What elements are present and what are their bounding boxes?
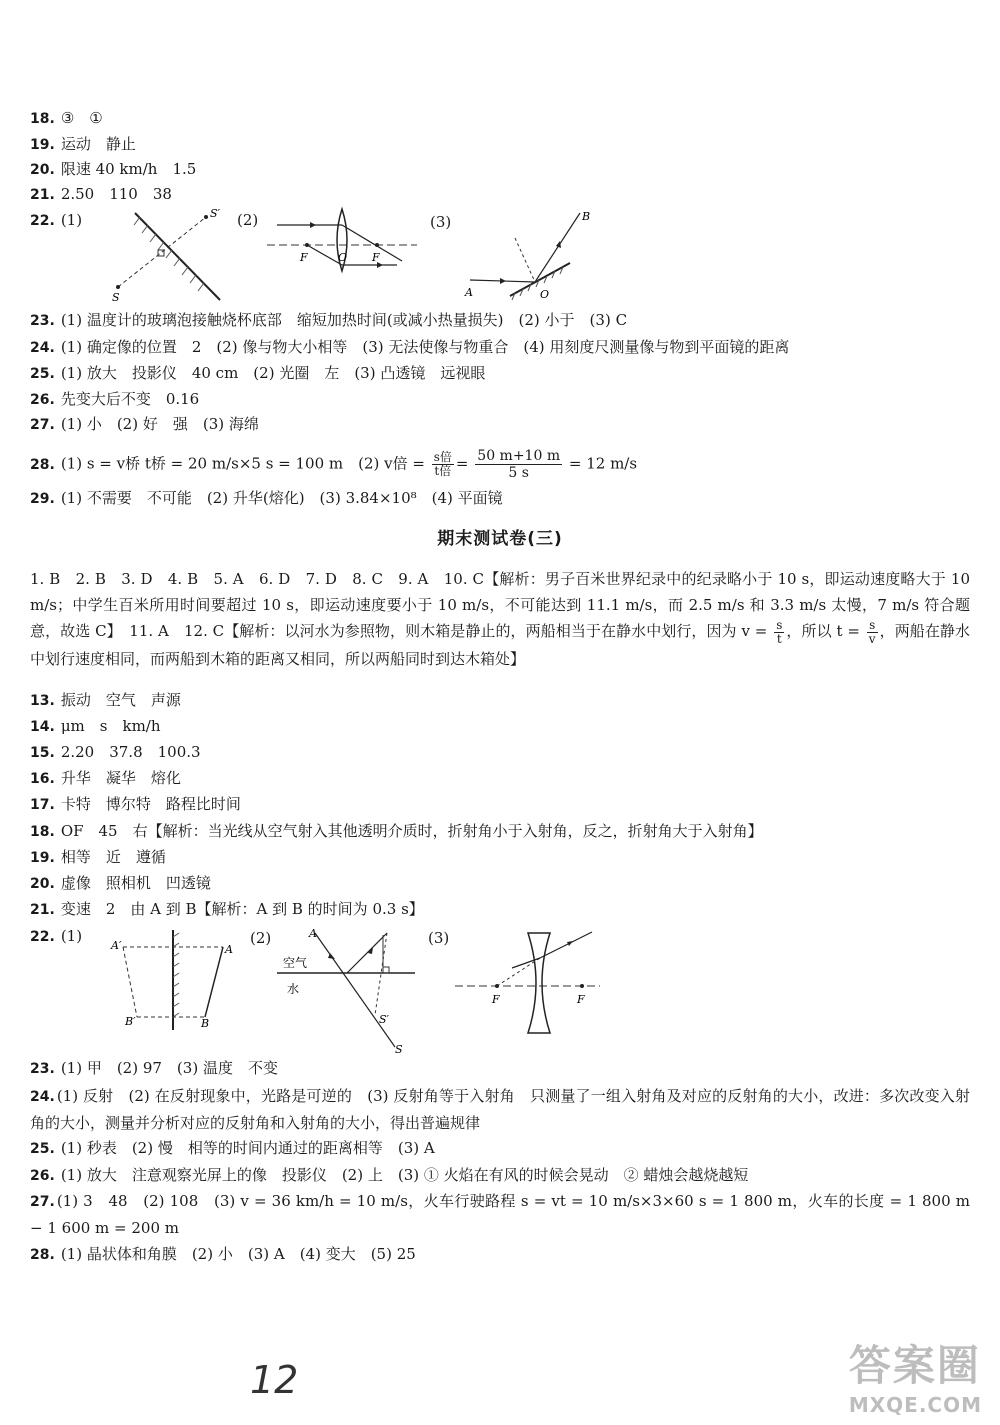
svg-text:A′: A′ — [111, 939, 122, 952]
svg-text:O: O — [540, 288, 550, 301]
svg-text:A: A — [465, 286, 473, 299]
svg-text:F: F — [492, 993, 500, 1006]
answer-28-a: 28. (1) s = v桥 t桥 = 20 m/s×5 s = 100 m (2) v倍 = $\frac{\text{s倍}}{\text{t倍}}$ = $\frac{50 m+10 m}{5 s}$ = 12 m/s — [30, 448, 638, 481]
convex-lens-diagram — [262, 205, 422, 275]
answer-21-b: 21. 变速 2 由 A 到 B【解析：A 到 B 的时间为 0.3 s】 — [30, 900, 424, 918]
svg-text:F: F — [577, 993, 585, 1006]
air-label: 空气 — [283, 956, 308, 970]
svg-text:F: F — [372, 251, 380, 264]
answer-13: 13. 振动 空气 声源 — [30, 691, 181, 709]
answer-26-b: 26. (1) 放大 注意观察光屏上的像 投影仪 (2) 上 (3) ① 火焰在有风的时候会晃动 ② 蜡烛会越烧越短 — [30, 1166, 749, 1184]
section-title: 期末测试卷(三) — [437, 529, 563, 549]
svg-text:S: S — [395, 1043, 403, 1055]
answer-24-b: 24. (1) 反射 (2) 在反射现象中，光路是可逆的 (3) 反射角等于入射角 只测量了一组入射角及对应的反射角的大小，改进：多次改变入射角的大小，测量并分析对应的反射角和入射角的大小，得出普遍规律 — [30, 1087, 970, 1132]
svg-text:B′: B′ — [125, 1015, 136, 1028]
answer-20-b: 20. 虚像 照相机 凹透镜 — [30, 874, 211, 892]
choice-answers: 1. B 2. B 3. D 4. B 5. A 6. D 7. D 8. C 9. A 10. C【解析：男子百米世界纪录中的纪录略小于 10 s，即运动速度略大于 10 m/s；中学生百米所用时间要超过 10 s，即运动速度要小于 10 m/s，不可能达到 11.1 m/s，而 2.5 m/s 和 3.3 m/s 太慢，7 m/s 符合题意，故选 C】 11. A 12. C【解析：以河水为参照物，则木箱是静止的，两船相当于在静水中划行，因为 v = $\frac{s}{t}$ ，所以 t = $\frac{s}{v}$ ，两船在静水中划行速度相同，而两船到木箱的距离又相同，所以两船同时到达木箱处】 — [30, 570, 970, 668]
answer-26-a: 26. 先变大后不变 0.16 — [30, 390, 200, 408]
answer-25-a: 25. (1) 放大 投影仪 40 cm (2) 光圈 左 (3) 凸透镜 远视眼 — [30, 364, 486, 382]
answer-17: 17. 卡特 博尔特 路程比时间 — [30, 795, 241, 813]
answer-22-a-part2-label: (2) — [237, 211, 259, 229]
svg-text:B: B — [201, 1017, 210, 1030]
answer-22-a: 22. (1) — [30, 211, 83, 229]
svg-text:A: A — [309, 927, 317, 940]
page-number: 12 — [250, 1358, 299, 1402]
answer-23-b: 23. (1) 甲 (2) 97 (3) 温度 不变 — [30, 1059, 278, 1077]
answer-27-b: 27. (1) 3 48 (2) 108 (3) v = 36 km/h = 10 m/s，火车行驶路程 s = vt = 10 m/s×3×60 s = 1 800 m，火车的长度 = 1 800 m − 1 600 m = 200 m — [30, 1192, 970, 1237]
fraction-distance: $\frac{50 m+10 m}{5 s}$ — [477, 448, 561, 481]
mirror-image-diagram — [105, 925, 245, 1035]
svg-text:B: B — [582, 210, 591, 223]
fraction-velocity: $\frac{\text{s倍}}{\text{t倍}}$ — [433, 450, 452, 478]
fraction-s-over-v: $\frac{s}{v}$ — [868, 617, 876, 646]
answer-20-a: 20. 限速 40 km/h 1.5 — [30, 160, 197, 178]
reflection-diagram-1 — [460, 208, 600, 303]
answer-23-a: 23. (1) 温度计的玻璃泡接触烧杯底部 缩短加热时间(或减小热量损失) (2) 小于 (3) C — [30, 311, 628, 329]
answer-16: 16. 升华 凝华 熔化 — [30, 769, 181, 787]
fraction-s-over-t: $\frac{s}{t}$ — [776, 617, 783, 646]
answer-29-a: 29. (1) 不需要 不可能 (2) 升华(熔化) (3) 3.84×10⁸ (4) 平面镜 — [30, 489, 503, 507]
svg-text:S′: S′ — [210, 207, 221, 220]
answer-28-b: 28. (1) 晶状体和角膜 (2) 小 (3) A (4) 变大 (5) 25 — [30, 1245, 416, 1263]
svg-text:S: S — [112, 291, 120, 304]
svg-text:F: F — [300, 251, 308, 264]
watermark: 答案圈 MXQE.COM — [848, 1341, 982, 1417]
concave-lens-diagram — [452, 928, 602, 1038]
answer-22-b-part3-label: (3) — [428, 929, 450, 947]
answer-19-b: 19. 相等 近 遵循 — [30, 848, 166, 866]
svg-text:A: A — [225, 943, 233, 956]
water-label: 水 — [287, 982, 300, 996]
answer-22-b: 22. (1) — [30, 927, 83, 945]
answer-15: 15. 2.20 37.8 100.3 — [30, 743, 201, 761]
answer-14: 14. μm s km/h — [30, 717, 161, 735]
answer-18-b: 18. OF 45 右【解析：当光线从空气射入其他透明介质时，折射角小于入射角，反之，折射角大于入射角】 — [30, 822, 763, 840]
svg-text:S′: S′ — [379, 1013, 390, 1026]
answer-19-a: 19. 运动 静止 — [30, 135, 136, 153]
mirror-diagram-1 — [100, 205, 230, 305]
answer-24-a: 24. (1) 确定像的位置 2 (2) 像与物大小相等 (3) 无法使像与物重合 (4) 用刻度尺测量像与物到平面镜的距离 — [30, 338, 790, 356]
answer-18-a: 18. ③ ① — [30, 109, 103, 127]
answer-21-a: 21. 2.50 110 38 — [30, 185, 172, 203]
refraction-diagram — [275, 925, 425, 1055]
svg-text:O: O — [338, 251, 348, 264]
answer-22-a-part3-label: (3) — [430, 213, 452, 231]
answer-22-b-part2-label: (2) — [250, 929, 272, 947]
answer-27-a: 27. (1) 小 (2) 好 强 (3) 海绵 — [30, 415, 259, 433]
answer-25-b: 25. (1) 秒表 (2) 慢 相等的时间内通过的距离相等 (3) A — [30, 1139, 435, 1157]
